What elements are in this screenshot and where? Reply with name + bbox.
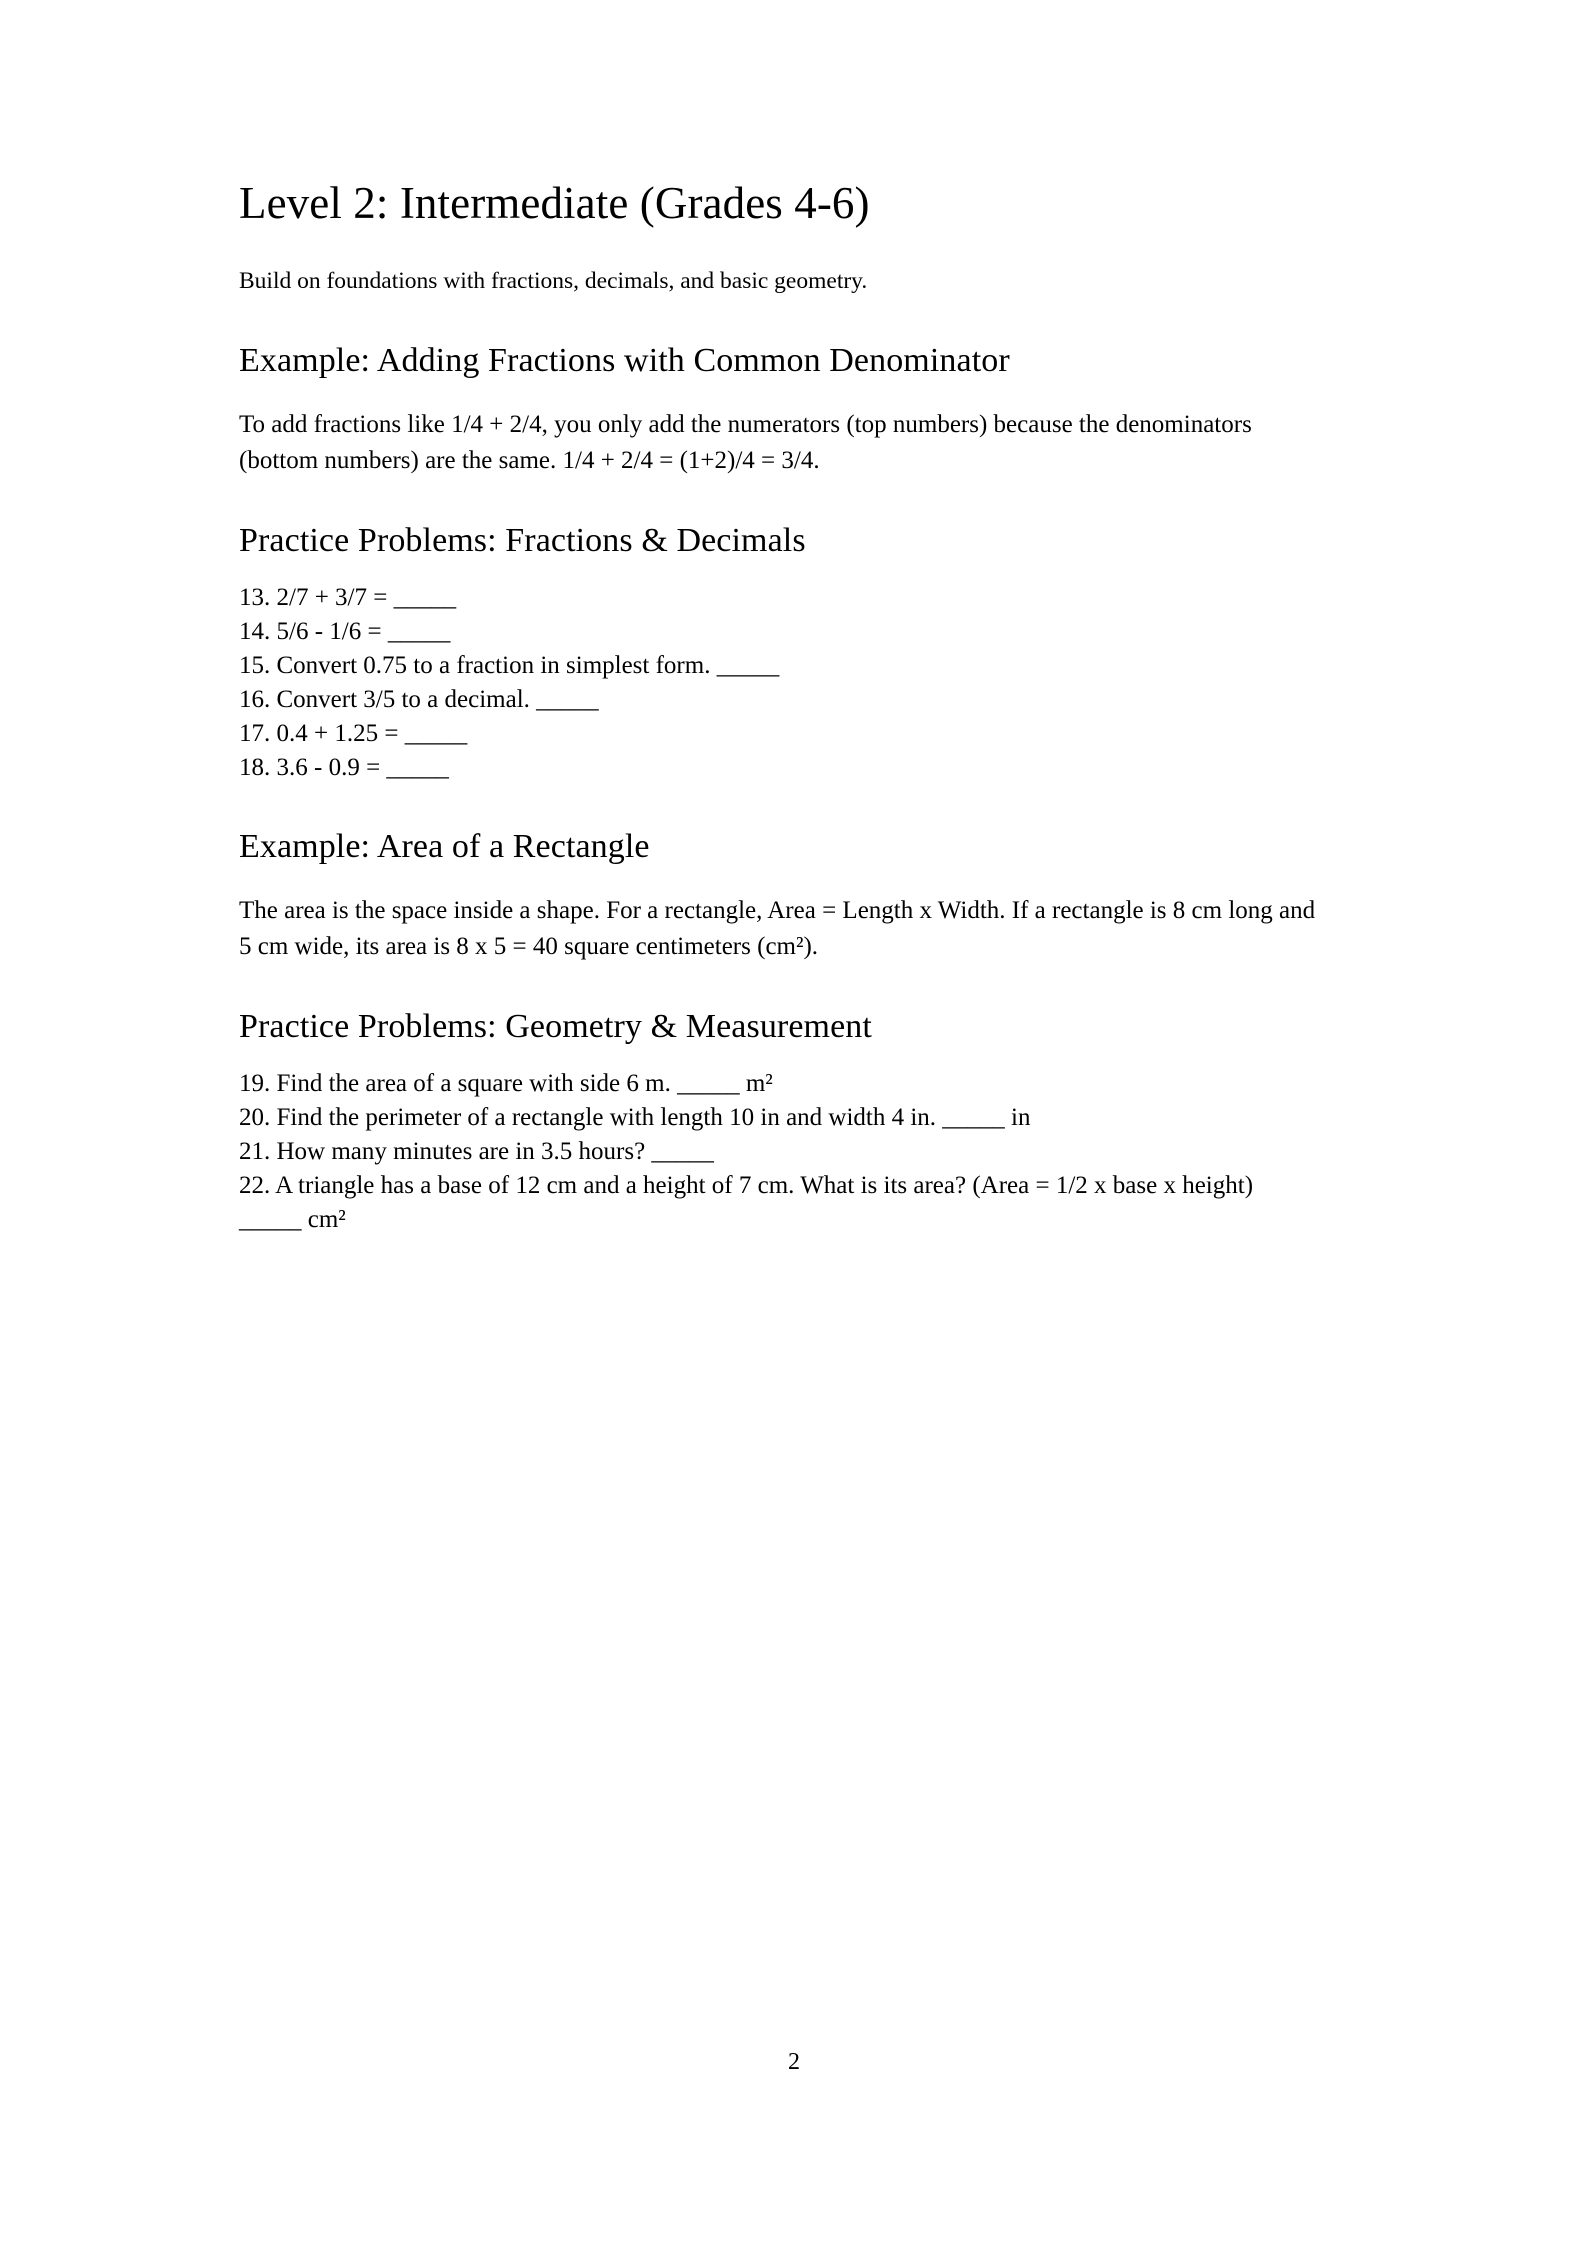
section-heading-area-of-rectangle: Example: Area of a Rectangle: [239, 827, 650, 865]
list-item: 17. 0.4 + 1.25 = _____: [239, 719, 468, 747]
section-heading-practice-geometry-measurement: Practice Problems: Geometry & Measurement: [239, 1008, 872, 1046]
section-body-area-of-rectangle: The area is the space inside a shape. For a rectangle, Area = Length x Width. If a rectangle is 8 cm long and 5 cm wide, its area is 8 x 5 = 40 square centimeters (cm²).: [239, 897, 1316, 961]
section-heading-practice-fractions-decimals: Practice Problems: Fractions & Decimals: [239, 521, 806, 559]
list-item: 19. Find the area of a square with side 6 m. _____ m²: [239, 1070, 773, 1098]
list-item: 20. Find the perimeter of a rectangle with length 10 in and width 4 in. _____ in: [239, 1104, 1031, 1132]
problem-list-geometry-measurement: [239, 1067, 1319, 1237]
list-item: 22. A triangle has a base of 12 cm and a height of 7 cm. What is its area? (Area = 1/2 x base x height) _____ cm²: [239, 1172, 1254, 1234]
page-title: Level 2: Intermediate (Grades 4-6): [239, 178, 870, 228]
list-item: 18. 3.6 - 0.9 = _____: [239, 753, 449, 781]
section-heading-adding-fractions: Example: Adding Fractions with Common Denominator: [239, 341, 1010, 379]
section-body-adding-fractions: To add fractions like 1/4 + 2/4, you only add the numerators (top numbers) because the denominators (bottom numbers) are the same. 1/4 + 2/4 = (1+2)/4 = 3/4.: [239, 410, 1252, 474]
problem-list-fractions-decimals: [239, 581, 1319, 785]
page-number: 2: [788, 2049, 800, 2075]
list-item: 21. How many minutes are in 3.5 hours? _____: [239, 1138, 714, 1166]
list-item: 16. Convert 3/5 to a decimal. _____: [239, 685, 599, 713]
intro-paragraph: Build on foundations with fractions, decimals, and basic geometry.: [239, 268, 868, 295]
list-item: 13. 2/7 + 3/7 = _____: [239, 583, 457, 611]
list-item: 14. 5/6 - 1/6 = _____: [239, 617, 451, 645]
list-item: 15. Convert 0.75 to a fraction in simplest form. _____: [239, 651, 780, 679]
page-content: [239, 178, 1319, 1237]
